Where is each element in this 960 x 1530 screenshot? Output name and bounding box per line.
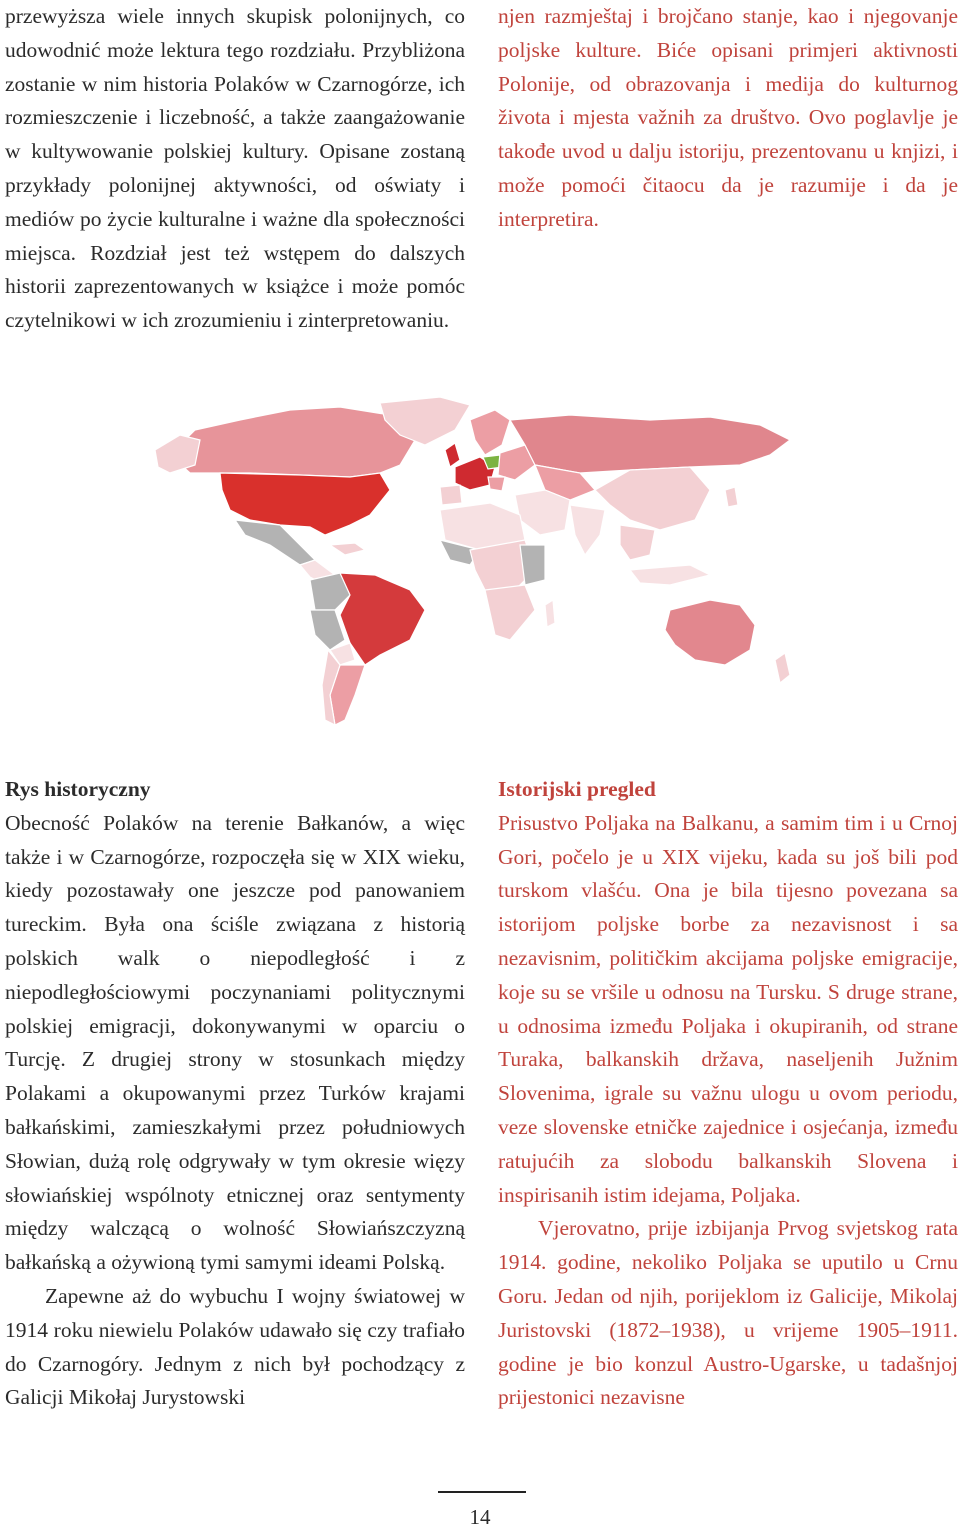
polish-history-paragraph-1: Obecność Polaków na terenie Bałkanów, a więc także i w Czarnogórze, rozpoczęła się w XIX wieku, kiedy pozostawały one jeszcze pod panowaniem tureckim. Była ona ściśle związana z historią polskich walk o niepodległość i z niepodległościowymi poczynaniami politycznymi polskiej emigracji, dokonywanymi w oparciu o Turcję. Z drugiej strony w stosunkach między Polakami a okupowanymi przez Turków krajami bałkańskimi, zamieszkałymi przez południowych Słowian, dużą rolę odgrywały w tym okresie więzy słowiańskiej wspólnoty etnicznej oraz sentymenty między walczącą o wolność Słowiańszczyzną bałkańską a ożywioną tymi samymi ideami Polską.	[5, 810, 465, 1275]
iberia-region	[440, 485, 462, 505]
southern-africa-region	[485, 585, 535, 640]
australia-region	[665, 600, 755, 665]
polish-section-heading: Rys historyczny	[5, 777, 151, 801]
polish-history-column	[5, 773, 465, 1415]
russia-region	[510, 415, 790, 473]
caribbean-region	[330, 543, 365, 555]
montenegrin-history-paragraph-2: Vjerovatno, prije izbijanja Prvog svjetskog rata 1914. godine, nekoliko Poljaka se uputilo u Crnu Goru. Jedan od njih, porijeklom iz Galicije, Mikolaj Juristovski (1872–1938), u vrijeme 1905–1911. godine je bio konzul Austro-Ugarske, u tadašnjoj prijestonici nezavisne	[498, 1216, 958, 1410]
polish-intro-paragraph: przewyższa wiele innych skupisk polonijnych, co udowodnić może lektura tego rozdziału. Przybliżona zostanie w nim historia Polaków w Czarnogórze, ich rozmieszczenie i liczebność, a także zaangażowanie w kultywowanie polskiej kultury. Opisane zostaną przykłady polonijnej aktywności, od oświaty i mediów po życie kulturalne i ważne dla społeczności miejsca. Rozdział jest też wstępem do dalszych historii zaprezentowanych w książce i może pomóc czytelnikowi w ich zrozumieniu i zinterpretowaniu.	[5, 4, 465, 333]
uk-region	[445, 443, 460, 467]
montenegrin-intro-column	[498, 0, 958, 237]
japan-region	[725, 487, 738, 507]
world-map	[150, 395, 810, 730]
montenegrin-section-heading: Istorijski pregled	[498, 777, 656, 801]
indonesia-region	[630, 565, 710, 585]
montenegrin-history-paragraph-1: Prisustvo Poljaka na Balkanu, a samim tim i u Crnoj Gori, počelo je u XIX vijeku, kada su još bili pod turskom vlašću. Ona je bila tijesno povezana sa istorijom poljske borbe za nezavisnost i sa nezavisnim, političkim akcijama poljske emigracije, koje su se vršile u odnosu na Tursku. S druge strane, u odnosima između Poljaka i okupiranih, od strane Turaka, balkanskih država, naseljenih Južnim Slovenima, igrale su važnu ulogu u ovom periodu, veze slovenske etničke zajednice i osjećanja, između ratujućih za slobodu balkanskih Slovena i inspirisanih istim idejama, Poljaka.	[498, 810, 958, 1207]
polish-history-paragraph-2: Zapewne aż do wybuchu I wojny światowej w 1914 roku niewielu Polaków udawało się czy trafiało do Czarnogóry. Jednym z nich był pochodzący z Galicji Mikołaj Jurystowski	[5, 1283, 465, 1410]
page-number: 14	[469, 1505, 491, 1529]
polish-intro-column	[5, 0, 465, 338]
footer-rule	[438, 1491, 526, 1493]
new-zealand-region	[775, 653, 790, 683]
east-africa-region	[520, 545, 545, 585]
madagascar-region	[545, 600, 555, 627]
india-region	[570, 505, 605, 555]
canada-region	[170, 407, 415, 477]
montenegrin-intro-paragraph: njen razmještaj i brojčano stanje, kao i njegovanje poljske kulture. Biće opisani primjeri aktivnosti Polonije, od obrazovanja i medija do kulturnog života i mjesta važnih za društvo. Ovo poglavlje je takođe uvod u dalju istoriju, prezentovanu u knjizi, i može pomoći čitaocu da je razumije i da je interpretira.	[498, 4, 958, 231]
balkans-region	[488, 477, 505, 491]
southeast-asia-region	[620, 525, 655, 560]
scandinavia-region	[470, 410, 510, 455]
china-region	[595, 467, 710, 530]
montenegrin-history-column	[498, 773, 958, 1415]
